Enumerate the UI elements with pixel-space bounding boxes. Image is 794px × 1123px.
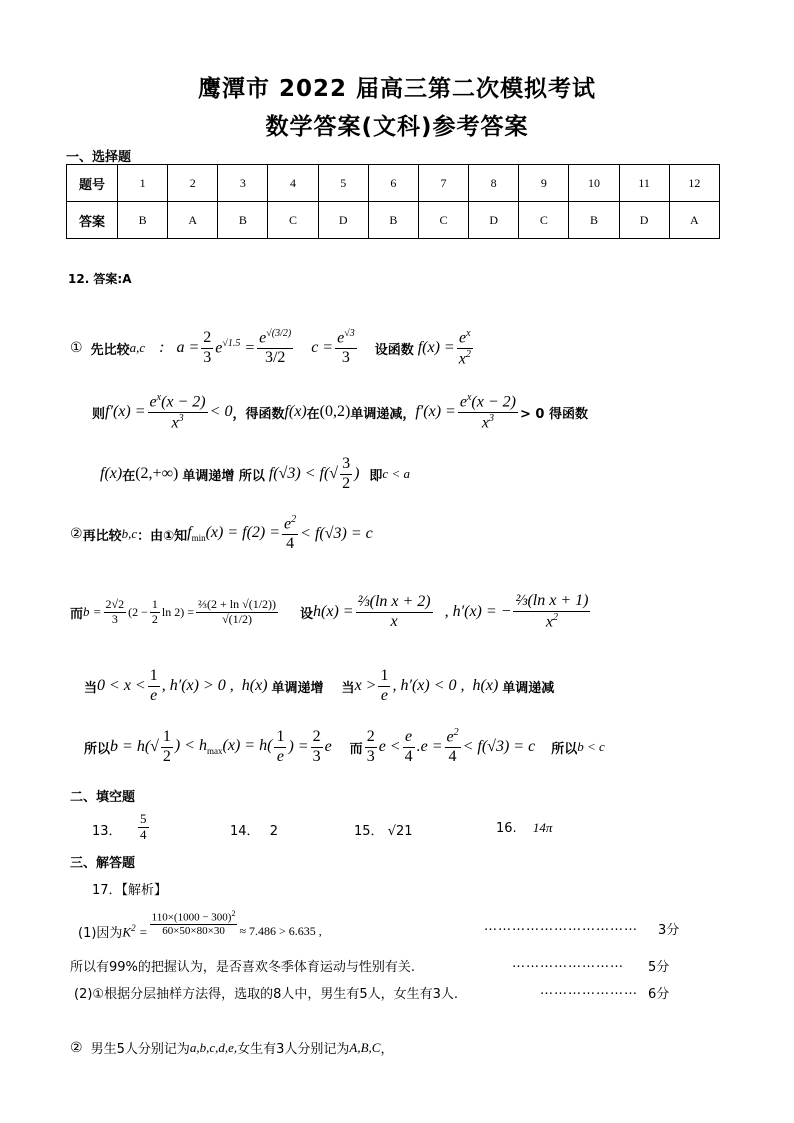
section-heading-choice: 一、选择题 [66, 150, 132, 165]
table-cell: 3 [218, 165, 268, 202]
item-no: 13． [92, 824, 122, 839]
interval: (2,+∞) [135, 465, 179, 482]
text: 单调递增 [271, 680, 324, 696]
q12-line5: 而 b = $\frac{2√2}{3}$ (2 − $\frac{1}{2}$ ln 2) = $\frac{\text{⅔(2 + ln √(1/2))}}{√(1/2)}$ 设 h(x) = $\frac{\text{⅔(ln x + 2)}}{x}$ , h′(x) = − $\frac{\text{⅔(ln x + 1)}}{x^2}$ [70, 592, 589, 631]
text: 在 [306, 406, 320, 422]
text: 即 [369, 468, 383, 484]
fill-item-15 [354, 820, 413, 839]
q17-line3: (2)①根据分层抽样方法得，选取的8人中，男生有5人，女生有3人. [74, 987, 459, 1002]
table-cell: 11 [619, 165, 669, 202]
q12-line7: 所以 b = h(√ $\frac{1}{2}$ ) < $h_{max}(x) = h$( $\frac{1}{e}$ ) = $\frac{2}{3}$ e 而 $\frac{2}{3}$ e < $\frac{e}{4}$ .e = $\frac{e^2}{4}$ < f(√3) = c 所以 b < c [84, 727, 605, 766]
table-cell: 5 [318, 165, 368, 202]
text: 而 [70, 606, 84, 622]
item-answer: 14π [532, 820, 553, 835]
interval: (0,2) [319, 403, 351, 420]
vars: A,B,C [349, 1039, 381, 1055]
step-marker: ① [70, 340, 83, 356]
step-text: 先比较 [90, 342, 130, 358]
item-no: 14． [230, 824, 260, 839]
text: 在 [122, 468, 136, 484]
fill-answers [92, 812, 732, 848]
text: ，得函数 [232, 406, 285, 422]
fill-answer-13 [136, 812, 151, 843]
table-cell: 4 [268, 165, 318, 202]
table-row-label: 答案 [67, 202, 118, 239]
table-cell: B [569, 202, 619, 239]
table-cell: 1 [118, 165, 168, 202]
table-cell: 9 [519, 165, 569, 202]
table-cell: 7 [418, 165, 468, 202]
table-row [67, 165, 720, 202]
text: 单调递增 所以 [182, 468, 265, 484]
text: 女生有3人分别记为 [237, 1042, 350, 1057]
q12-title: 12. 答案:A [68, 272, 132, 286]
text: 设 [300, 606, 314, 622]
table-cell: 2 [168, 165, 218, 202]
text: ：由①知 [137, 528, 188, 544]
q12-line3: f(x) 在 (2,+∞) 单调递增 所以 f(√3) < f( √ $\frac{3}{2}$ ) 即 c < a [100, 455, 410, 492]
text: 单调递减， [350, 406, 416, 422]
fill-item-16 [496, 820, 552, 836]
fill-item-13 [92, 820, 122, 839]
item-answer: 2 [269, 824, 278, 839]
table-cell: C [418, 202, 468, 239]
text: 单调递减 [502, 680, 555, 696]
table-cell: B [218, 202, 268, 239]
item-no: 16. [496, 821, 517, 836]
step-marker: ② [70, 526, 83, 542]
then-text: 则 [92, 406, 106, 422]
q17-line4 [70, 1038, 394, 1057]
frac-num: 5 [140, 811, 147, 826]
answer-table [66, 164, 720, 239]
table-cell: D [469, 202, 519, 239]
text: 当 [84, 680, 98, 696]
dots: …………………………… [484, 919, 638, 934]
text: 所以 [551, 741, 578, 757]
page-title: 鹰潭市 2022 届高三第二次模拟考试 [197, 76, 597, 102]
fill-item-14 [230, 820, 278, 839]
table-cell: 6 [368, 165, 418, 202]
table-cell: B [118, 202, 168, 239]
func: f(x) [100, 465, 123, 482]
section-heading-solve: 三、解答题 [70, 856, 136, 871]
item-answer: √21 [387, 824, 413, 839]
q12-line2: 则 f′(x) = $\frac{e^x(x - 2)}{x^3}$ < 0 ，得函数 f(x) 在 (0,2) 单调递减， f′(x) = $\frac{e^x(x - 2)}{x^3}$ > 0 得函数 [92, 391, 588, 431]
q12-line1: ① 先比较 a,c : a = $\frac{2}{3}$ $e^{√1.5}$ = $\frac{e^{√(3/2)}}{3/2}$ c = $\frac{e^{√3}}{3}$ 设函数 f(x) = $\frac{e^x}{x^2}$ [70, 327, 471, 367]
step-marker: ② [70, 1039, 83, 1056]
table-cell: A [669, 202, 719, 239]
page-subtitle: 数学答案(文科)参考答案 [265, 114, 529, 140]
step-text: 再比较 [82, 528, 122, 544]
dots: …………………… [512, 956, 624, 971]
section-heading-fill: 二、填空题 [70, 790, 136, 805]
text: 当 [341, 680, 355, 696]
text: (1)因为 [78, 925, 123, 941]
table-cell: 10 [569, 165, 619, 202]
q17-line2: 所以有99%的把握认为，是否喜欢冬季体育运动与性别有关. [70, 960, 416, 975]
score: 3分 [658, 923, 680, 938]
set-func-text: 设函数 [374, 342, 414, 358]
q12-line6: 当 0 < x < $\frac{1}{e}$ , h′(x) > 0 , h(x) 单调递增 当 x > $\frac{1}{e}$ , h′(x) < 0 , h(x) 单调递减 [84, 667, 555, 704]
table-cell: B [368, 202, 418, 239]
conclusion: c < a [382, 466, 410, 481]
step-vars: b,c [121, 526, 138, 541]
score: 5分 [648, 960, 670, 975]
text: > 0 得函数 [519, 406, 588, 422]
text: 而 [349, 741, 363, 757]
table-cell: 8 [469, 165, 519, 202]
table-cell: A [168, 202, 218, 239]
q17-label: 17．【解析】 [92, 883, 168, 898]
text: 所以 [84, 741, 111, 757]
conclusion: b < c [577, 739, 605, 754]
table-cell: C [519, 202, 569, 239]
table-cell: C [268, 202, 318, 239]
table-row-label: 题号 [67, 165, 118, 202]
item-no: 15． [354, 824, 384, 839]
step-vars: a,c [129, 340, 146, 355]
score: 6分 [648, 987, 670, 1002]
table-cell: 12 [669, 165, 719, 202]
vars: a,b,c,d,e, [189, 1039, 238, 1055]
frac-den: 4 [140, 826, 147, 842]
q12-line4: ② 再比较 b,c ：由①知 $f_{min}(x) = f(2)$ = $\frac{e^2}{4}$ < f(√3) = c [70, 514, 373, 553]
table-row [67, 202, 720, 239]
table-cell: D [318, 202, 368, 239]
dots: ………………… [540, 983, 638, 998]
text: 男生5人分别记为 [90, 1042, 190, 1057]
table-cell: D [619, 202, 669, 239]
q17-line1: (1)因为 $K^2$ = $\frac{110\times(1000 - 300)^2}{60\times 50\times 80\times 30}$ ≈ 7.486 > 6.635 , …………………………… 3分 [78, 909, 680, 941]
text: ， [380, 1042, 394, 1057]
